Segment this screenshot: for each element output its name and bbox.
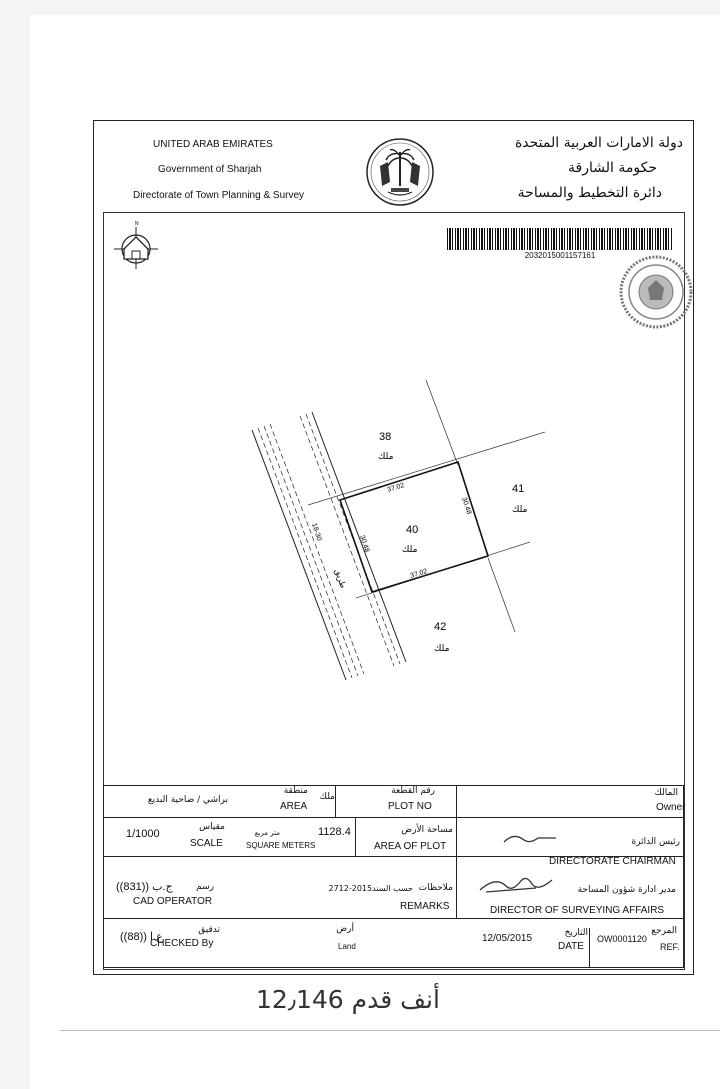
area-value-ar: براشي / ضاحية البديع [147,795,228,805]
date-ar: التاريخ [564,928,588,938]
plot-38-label: ملك [378,452,394,462]
road-width: 18-30 [310,522,323,542]
dimension-top: 37.02 [386,482,406,494]
directorate-en: Directorate of Town Planning & Survey [133,190,305,201]
plot-40-number: 40 [406,524,419,536]
plot-plan [103,212,683,772]
area-ar: منطقة [283,786,308,796]
plot-42-number: 42 [434,621,447,633]
sharjah-emblem-icon [364,136,436,208]
area-en: AREA [280,801,308,812]
plot-42-label: ملك [434,644,450,654]
ref-ar: المرجع [651,926,677,936]
country-en: UNITED ARAB EMIRATES [153,139,273,150]
plot-no-ar: رقم القطعة [391,786,435,796]
date-en: DATE [558,941,584,952]
checked-en: CHECKED By [150,938,214,949]
road-label: طريق [333,567,348,590]
plot-38-number: 38 [379,431,392,443]
plot-41-label: ملك [512,505,528,515]
remarks-value: حسب السند2015-2712 [328,884,413,893]
directorate-ar: دائرة التخطيط والمساحة [517,185,662,201]
dimension-left: 30.48 [358,534,371,554]
plot-40-label: ملك [402,545,418,555]
country-ar: دولة الامارات العربية المتحدة [514,135,683,151]
remarks-en: REMARKS [400,901,450,912]
government-en: Government of Sharjah [158,164,262,175]
surveying-ar: مدير ادارة شؤون المساحة [577,885,676,895]
area-type-ar: ملك [319,792,335,802]
svg-text:N: N [135,221,139,227]
plot-no-en: PLOT NO [388,801,432,812]
checked-ar: تدقيق [198,925,220,935]
boundaries [308,380,545,632]
plot-41-number: 41 [512,483,525,495]
dimension-right: 30.48 [460,496,473,516]
ref-en: REF. [660,942,680,952]
area-of-plot-en: AREA OF PLOT [374,841,447,852]
bottom-divider [60,1030,720,1031]
chairman-ar: رئيس الدائرة [631,837,680,847]
cad-ar: رسم [196,882,214,892]
checked-value: ع.ا ((88)) [120,931,163,943]
owner-ar: المالك [654,788,678,798]
scale-value: 1/1000 [126,828,160,840]
date-value: 12/05/2015 [482,933,533,944]
scale-ar: مقياس [199,822,225,832]
area-of-plot-ar: مساحة الأرض [401,825,453,835]
handwritten-note: 12٫146 أنف قدم [256,985,440,1014]
land-en: Land [338,942,356,951]
ref-value: OW0001120 [597,934,647,944]
barcode-number: 2032015001157161 [524,251,596,260]
cad-value: ج.ب ((831)) [116,881,173,893]
owner-en: Owner [656,802,686,813]
surveying-en: DIRECTOR OF SURVEYING AFFAIRS [490,905,665,916]
land-ar: أرض [336,924,354,934]
chairman-en: DIRECTORATE CHAIRMAN [549,856,676,867]
chairman-signature [500,828,560,850]
scale-en: SCALE [190,838,223,849]
square-meters-en: SQUARE METERS [246,841,316,850]
area-of-plot-value: 1128.4 [318,826,351,838]
director-signature [476,870,556,898]
dimension-bottom: 37.02 [409,568,429,580]
remarks-ar: ملاحظات [418,883,453,893]
government-ar: حكومة الشارقة [568,160,657,176]
square-meters-ar: متر مربع [254,829,280,837]
cad-en: CAD OPERATOR [133,896,213,907]
